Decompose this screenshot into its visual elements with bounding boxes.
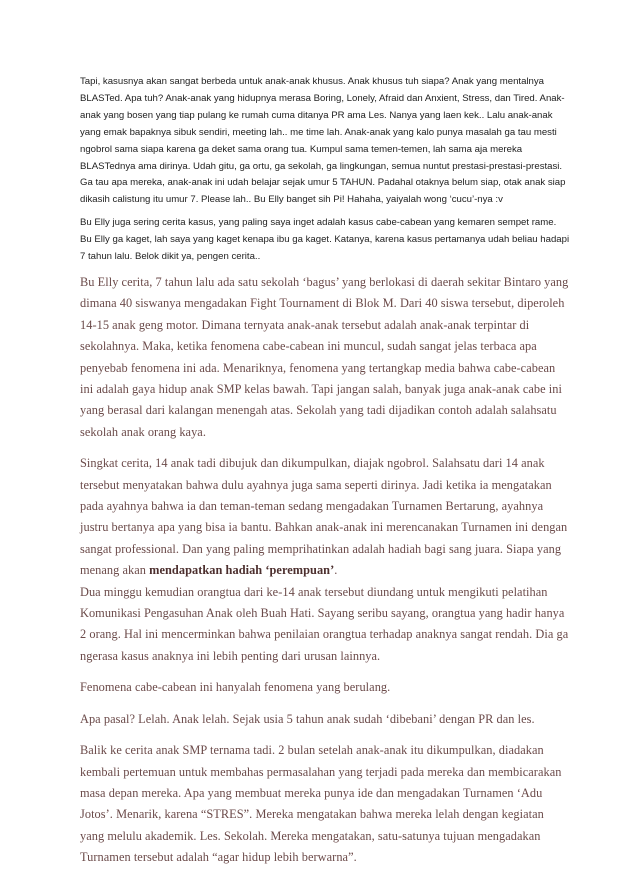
story-paragraph-6: Balik ke cerita anak SMP ternama tadi. 2 bulan setelah anak-anak itu dikumpulkan, diadakan kembali pertemuan untuk membahas permasalahan yang terjadi pada mereka dan membicarakan masa depan mereka. Apa yang membuat mereka punya ide dan mengadakan Turnamen ‘Adu Jotos’. Menarik, karena “STRES”. Mereka mengatakan bahwa mereka lelah dengan kegiatan yang melulu akademik. Les. Sekolah. Mereka mengatakan, satu-satunya tujuan mengadakan Turnamen tersebut adalah “agar hidup lebih berwarna”. [80, 743, 562, 865]
story-paragraph-2 [80, 453, 570, 581]
story-paragraph-5: Apa pasal? Lelah. Anak lelah. Sejak usia 5 tahun anak sudah ‘dibebani’ dengan PR dan les. [80, 711, 535, 726]
story-paragraph-1: Bu Elly cerita, 7 tahun lalu ada satu sekolah ‘bagus’ yang berlokasi di daerah sekitar Bintaro yang dimana 40 siswanya mengadakan Fight Tournament di Blok M. Dari 40 siswa tersebut, diperoleh 14-15 anak geng motor. Dimana ternyata anak-anak tersebut adalah anak-anak terpintar di sekolahnya. Maka, ketika fenomena cabe-cabean ini muncul, sudah sangat jelas terbaca apa penyebab fenomena ini ada. Menariknya, fenomena yang tertangkap media bahwa cabe-cabean ini adalah gaya hidup anak SMP kelas bawah. Tapi jangan salah, banyak juga anak-anak cabe ini yang berasal dari kalangan menengah atas. Sekolah yang tadi dijadikan contoh adalah salahsatu sekolah anak orang kaya. [80, 274, 569, 439]
story-paragraph-2-text: Singkat cerita, 14 anak tadi dibujuk dan dikumpulkan, diajak ngobrol. Salahsatu dari 14 anak tersebut menyatakan bahwa dulu ayahnya juga sama seperti dirinya. Jadi ketika ia mengatakan pada ayahnya bahwa ia dan teman-teman sedang mengadakan Turnamen Bertarung, ayahnya justru bertanya apa yang bisa ia bantu. Bahkan anak-anak ini merencanakan Turnamen ini dengan sangat professional. Dan yang paling memprihatinkan adalah hadiah bagi sang juara. Siapa yang menang akan [80, 456, 568, 578]
intro-paragraph-2: Bu Elly juga sering cerita kasus, yang paling saya inget adalah kasus cabe-cabean yang kemaren sempet rame. Bu Elly ga kaget, lah saya yang kaget kenapa ibu ga kaget. Katanya, karena kasus pertamanya udah beliau hadapi 7 tahun lalu. Belok dikit ya, pengen cerita.. [80, 217, 570, 263]
story-section [80, 272, 570, 869]
story-paragraph-2-emphasis: mendapatkan hadiah ‘perempuan’ [149, 563, 335, 578]
story-paragraph-4: Fenomena cabe-cabean ini hanyalah fenomena yang berulang. [80, 680, 391, 695]
document-page [80, 74, 570, 869]
story-paragraph-3: Dua minggu kemudian orangtua dari ke-14 anak tersebut diundang untuk mengikuti pelatihan Komunikasi Pengasuhan Anak oleh Buah Hati. Sayang seribu sayang, orangtua yang hadir hanya 2 orang. Hal ini mencerminkan bahwa penilaian orangtua terhadap anaknya sangat rendah. Dia ga ngerasa kasus anaknya ini lebih penting dari urusan lainnya. [80, 584, 569, 663]
intro-paragraph-1: Tapi, kasusnya akan sangat berbeda untuk anak-anak khusus. Anak khusus tuh siapa? Anak yang mentalnya BLASTed. Apa tuh? Anak-anak yang hidupnya merasa Boring, Lonely, Afraid dan Anxient, Stress, dan Tired. Anak-anak yang bosen yang tiap pulang ke rumah cuma ditanya PR ama Les. Nanya yang laen kek.. Lalu anak-anak yang emak bapaknya sibuk sendiri, meeting lah.. me time lah. Anak-anak yang kalo punya masalah ga tau mesti ngobrol sama siapa karena ga deket sama orang tua. Kumpul sama temen-temen, lah sama aja mereka BLASTednya ama dirinya. Udah gitu, ga ortu, ga sekolah, ga lingkungan, semua nuntut prestasi-prestasi-prestasi. Ga tau apa mereka, anak-anak ini udah belajar sejak umur 5 TAHUN. Padahal otaknya belum siap, otak anak siap dikasih calistung itu umur 7. Please lah.. Bu Elly banget sih Pi! Hahaha, yaiyalah wong ‘cucu’-nya :v [80, 76, 566, 206]
story-paragraph-2-end: . [334, 563, 338, 578]
